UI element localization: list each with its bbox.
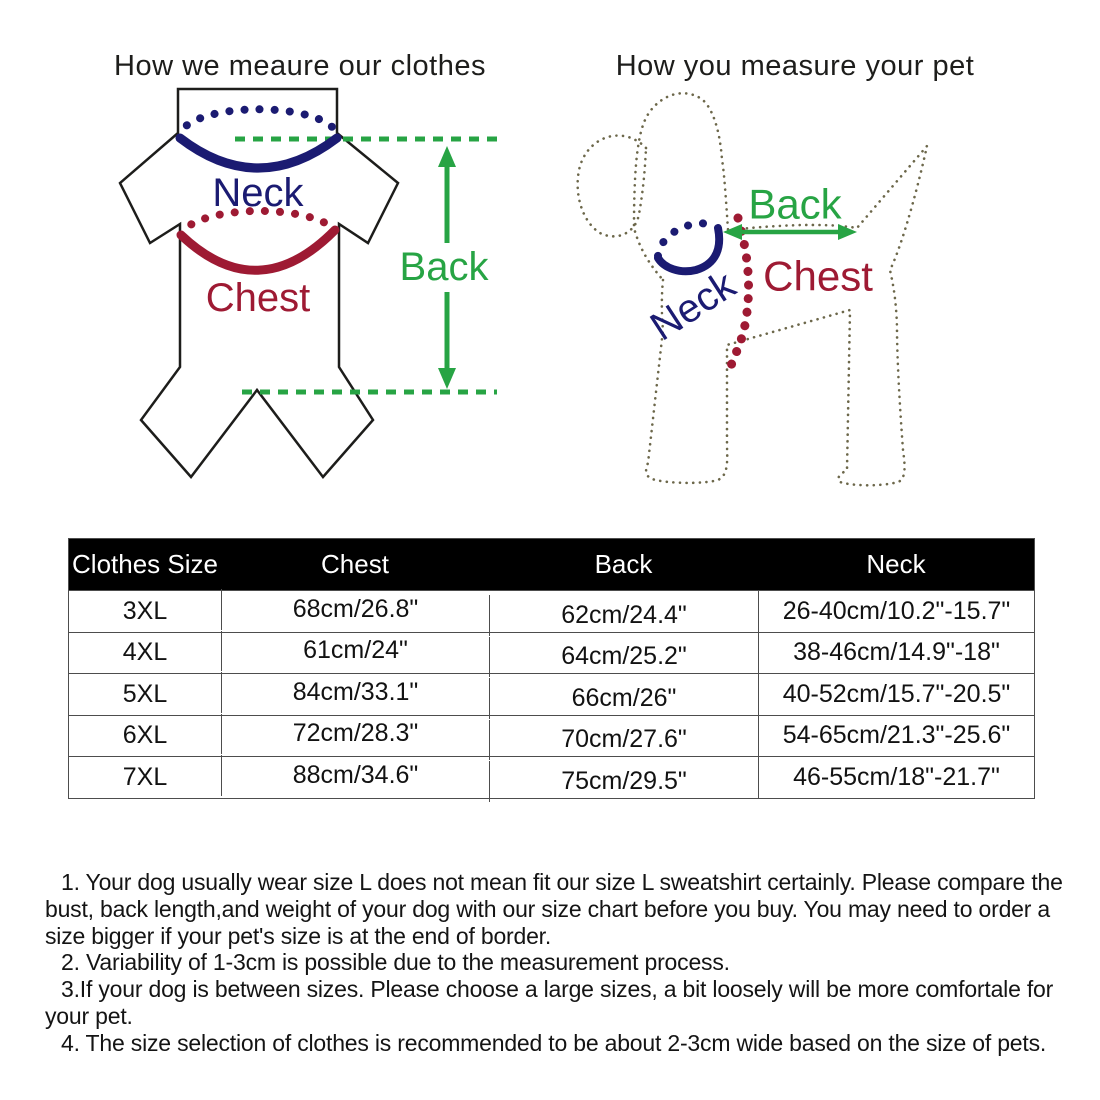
back-cell: 66cm/26" — [489, 678, 758, 719]
size-table-header — [69, 539, 1034, 590]
chest-cell: 88cm/34.6" — [221, 755, 489, 796]
clothes-measure-title: How we meaure our clothes — [114, 50, 486, 82]
table-row — [69, 715, 1034, 757]
clothes-chest-label: Chest — [205, 276, 311, 320]
back-cell: 64cm/25.2" — [489, 637, 758, 678]
measurement-diagrams — [0, 80, 1100, 520]
neck-cell: 54-65cm/21.3"-25.6" — [758, 716, 1034, 757]
note-4: 4. The size selection of clothes is recommended to be about 2-3cm wide based on the size of pets. — [61, 1029, 1047, 1056]
size-cell: 5XL — [122, 679, 168, 708]
table-row — [69, 756, 1034, 798]
table-row — [69, 590, 1034, 632]
dog-neck-solid-arc — [658, 228, 719, 271]
pet-measure-title: How you measure your pet — [615, 50, 975, 82]
clothes-back-label: Back — [399, 245, 489, 289]
chest-cell: 61cm/24" — [221, 631, 489, 672]
sizing-notes — [45, 869, 1065, 1057]
clothes-neck-label: Neck — [212, 171, 304, 215]
clothes-chest-solid-arc — [181, 230, 335, 270]
back-cell: 62cm/24.4" — [489, 595, 758, 636]
neck-cell: 46-55cm/18"-21.7" — [758, 757, 1034, 798]
table-row — [69, 632, 1034, 674]
neck-cell: 26-40cm/10.2"-15.7" — [758, 591, 1034, 632]
header-back: Back — [594, 549, 653, 579]
size-cell: 7XL — [122, 762, 168, 791]
back-cell: 75cm/29.5" — [489, 761, 758, 802]
header-chest: Chest — [321, 549, 389, 579]
header-neck: Neck — [866, 549, 926, 579]
note-3: 3.If your dog is between sizes. Please choose a large sizes, a bit loosely will be more comfortale for your pet. — [45, 976, 1054, 1029]
neck-cell: 40-52cm/15.7"-20.5" — [758, 674, 1034, 715]
back-cell: 70cm/27.6" — [489, 720, 758, 761]
table-row — [69, 673, 1034, 715]
clothes-neck-solid-arc — [180, 138, 337, 168]
size-table — [68, 538, 1035, 799]
note-2: 2. Variability of 1-3cm is possible due to the measurement process. — [61, 949, 730, 976]
neck-cell: 38-46cm/14.9"-18" — [758, 633, 1034, 674]
clothes-diagram — [120, 89, 497, 477]
header-clothes-size: Clothes Size — [72, 549, 218, 579]
size-cell: 4XL — [122, 638, 168, 667]
dog-chest-label: Chest — [763, 252, 873, 300]
chest-cell: 68cm/26.8" — [221, 589, 489, 630]
size-cell: 6XL — [122, 721, 168, 750]
size-cell: 3XL — [122, 596, 168, 625]
dog-diagram — [578, 93, 927, 485]
dog-neck-dotted-arc — [658, 223, 716, 256]
clothes-neck-dotted-arc — [180, 109, 337, 138]
chest-cell: 84cm/33.1" — [221, 672, 489, 713]
chest-cell: 72cm/28.3" — [221, 714, 489, 755]
note-1: 1. Your dog usually wear size L does not mean fit our size L sweatshirt certainly. Please compare the bust, back length,and weight of your dog with our size chart before you buy. You may need to order a size bigger if your pet's size is at the end of border. — [45, 869, 1063, 949]
dog-neck-label: Neck — [642, 262, 744, 350]
dog-back-label: Back — [748, 180, 842, 228]
